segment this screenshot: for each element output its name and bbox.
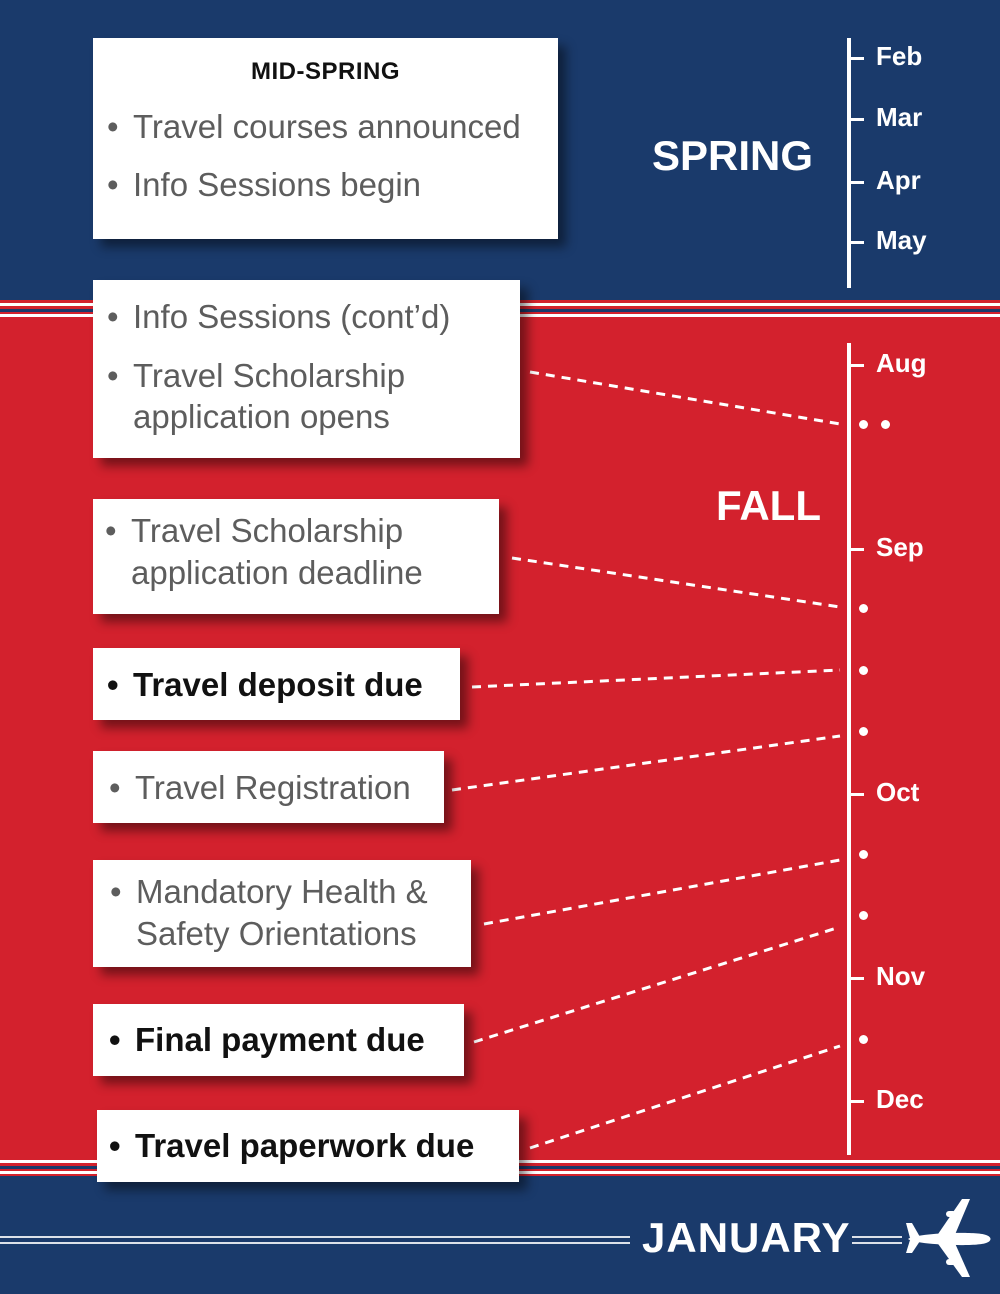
month-label: Nov: [876, 961, 926, 991]
event-dot: [859, 1035, 868, 1044]
list-item: • Travel Scholarship: [131, 510, 403, 552]
footer-line: [852, 1242, 902, 1244]
list-item: • Travel Registration: [135, 767, 411, 809]
orientations-card: [93, 860, 471, 967]
list-item-continued: Safety Orientations: [136, 915, 417, 952]
tick: [850, 977, 864, 980]
list-item: • Travel paperwork due: [135, 1125, 474, 1167]
event-dot: [859, 420, 868, 429]
event-dot: [859, 850, 868, 859]
spring-label: SPRING: [652, 132, 814, 179]
event-dot: [859, 666, 868, 675]
tick: [850, 1100, 864, 1103]
list-item: • Travel courses announced: [133, 106, 521, 148]
tick: [850, 241, 864, 244]
month-label: Sep: [876, 532, 924, 562]
airplane-icon: [906, 1197, 992, 1279]
fall-label: FALL: [716, 482, 821, 529]
connector-paperwork: [530, 1046, 840, 1148]
footer-line: [852, 1236, 902, 1238]
connector-scholarship-opens: [530, 372, 840, 424]
month-label: Aug: [876, 348, 927, 378]
january-label: JANUARY: [642, 1214, 851, 1261]
info-sessions-card: [93, 280, 520, 458]
connector-final-payment: [474, 927, 840, 1042]
list-item-continued: application deadline: [131, 554, 423, 591]
event-dot: [859, 604, 868, 613]
fall-axis: [847, 343, 851, 1155]
connector-registration: [452, 736, 840, 790]
connector-scholarship-deadline: [512, 558, 840, 607]
list-item: • Info Sessions (cont’d): [133, 296, 450, 338]
list-item: • Travel Scholarship: [133, 355, 405, 397]
scholarship-deadline-card: [93, 499, 499, 614]
list-item: • Final payment due: [135, 1019, 425, 1061]
footer-line: [0, 1236, 630, 1238]
spring-axis: [847, 38, 851, 288]
tick: [850, 548, 864, 551]
list-item: • Info Sessions begin: [133, 164, 421, 206]
month-label: Feb: [876, 41, 923, 71]
connector-orientations: [484, 860, 840, 924]
registration-card: [93, 751, 444, 823]
list-item: • Travel deposit due: [133, 664, 423, 706]
tick: [850, 793, 864, 796]
tick: [850, 364, 864, 367]
event-dot: [859, 727, 868, 736]
final-payment-card: [93, 1004, 464, 1076]
list-item: • Mandatory Health &: [136, 871, 428, 913]
tick: [850, 118, 864, 121]
card-title: MID-SPRING: [251, 58, 400, 85]
list-item-continued: application opens: [133, 398, 390, 435]
event-dot: [881, 420, 890, 429]
tick: [850, 57, 864, 60]
connector-deposit: [472, 670, 840, 687]
month-label: Dec: [876, 1084, 924, 1114]
deposit-card: [93, 648, 460, 720]
footer-line: [0, 1242, 630, 1244]
month-label: May: [876, 225, 927, 255]
month-label: Oct: [876, 777, 920, 807]
month-label: Apr: [876, 165, 921, 195]
event-dot: [859, 911, 868, 920]
paperwork-card: [97, 1110, 519, 1182]
tick: [850, 181, 864, 184]
mid-spring-card: [93, 38, 558, 239]
month-label: Mar: [876, 102, 923, 132]
